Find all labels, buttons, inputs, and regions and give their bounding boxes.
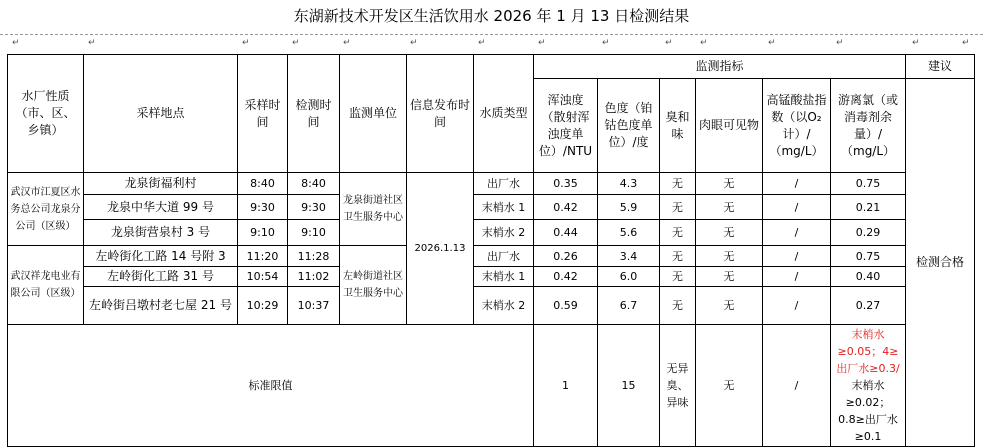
- header-turbidity: 浑浊度（散射浑浊度单位）/NTU: [534, 79, 598, 173]
- ruler-mark: ↵: [836, 38, 844, 48]
- ruler-mark: ↵: [602, 38, 610, 48]
- turbidity-cell: 0.26: [534, 246, 598, 267]
- water-type-cell: 末梢水 1: [474, 195, 534, 220]
- odor-cell: 无: [660, 195, 696, 220]
- standard-chlorine: [831, 325, 906, 447]
- water-type-cell: 末梢水 2: [474, 220, 534, 246]
- document-title: 东湖新技术开发区生活饮用水 2026 年 1 月 13 日检测结果: [293, 7, 690, 25]
- ruler-mark: ↵: [538, 38, 546, 48]
- test-time-cell: 8:40: [288, 173, 340, 195]
- color-cell: 6.7: [598, 287, 660, 325]
- header-publish-time: 信息发布时间: [407, 55, 474, 173]
- permanganate-cell: /: [763, 195, 831, 220]
- standard-turbidity: 1: [534, 325, 598, 447]
- table-row: [8, 267, 975, 287]
- test-time-cell: 9:30: [288, 195, 340, 220]
- ruler-mark: ↵: [410, 38, 418, 48]
- header-unit: 监测单位: [340, 55, 407, 173]
- header-chlorine: 游离氯（或消毒剂余量）/（mg/L）: [831, 79, 906, 173]
- header-test-time: 检测时间: [288, 55, 340, 173]
- permanganate-cell: /: [763, 246, 831, 267]
- odor-cell: 无: [660, 267, 696, 287]
- color-cell: 3.4: [598, 246, 660, 267]
- ruler-mark: ↵: [768, 38, 776, 48]
- chlorine-cell: 0.29: [831, 220, 906, 246]
- standard-odor: 无异臭、异味: [660, 325, 696, 447]
- color-cell: 5.9: [598, 195, 660, 220]
- unit-cell: 左岭街道社区卫生服务中心: [340, 246, 407, 325]
- plant-cell: 武汉祥龙电业有限公司（区级）: [8, 246, 84, 325]
- site-cell: 龙泉街福利村: [84, 173, 238, 195]
- header-indicators: 监测指标: [534, 55, 906, 79]
- site-cell: 龙泉街营泉村 3 号: [84, 220, 238, 246]
- table-row: [8, 220, 975, 246]
- color-cell: 5.6: [598, 220, 660, 246]
- visible-cell: 无: [696, 267, 763, 287]
- unit-cell: 龙泉街道社区卫生服务中心: [340, 173, 407, 246]
- header-color: 色度（铂钴色度单位）/度: [598, 79, 660, 173]
- header-sample-time: 采样时间: [238, 55, 288, 173]
- plant-cell: 武汉市江夏区水务总公司龙泉分公司（区级）: [8, 173, 84, 246]
- standard-row: [8, 325, 975, 447]
- ruler-mark: ↵: [242, 38, 250, 48]
- permanganate-cell: /: [763, 220, 831, 246]
- site-cell: 左岭街化工路 14 号附 3: [84, 246, 238, 267]
- test-time-cell: 9:10: [288, 220, 340, 246]
- ruler-mark: ↵: [962, 38, 970, 48]
- sample-time-cell: 11:20: [238, 246, 288, 267]
- standard-visible: 无: [696, 325, 763, 447]
- odor-cell: 无: [660, 220, 696, 246]
- test-time-cell: 10:37: [288, 287, 340, 325]
- permanganate-cell: /: [763, 267, 831, 287]
- color-cell: 4.3: [598, 173, 660, 195]
- site-cell: 龙泉中华大道 99 号: [84, 195, 238, 220]
- ruler-mark: ↵: [700, 38, 708, 48]
- results-table: [7, 54, 975, 447]
- turbidity-cell: 0.35: [534, 173, 598, 195]
- header-row-1: [8, 55, 975, 79]
- ruler-mark: ↵: [88, 38, 96, 48]
- standard-color: 15: [598, 325, 660, 447]
- turbidity-cell: 0.44: [534, 220, 598, 246]
- standard-chlorine-black: 末梢水≥0.02；0.8≥出厂水≥0.1: [838, 379, 898, 443]
- site-cell: 左岭街化工路 31 号: [84, 267, 238, 287]
- header-visible: 肉眼可见物: [696, 79, 763, 173]
- table-row: [8, 287, 975, 325]
- ruler-mark: ↵: [665, 38, 673, 48]
- sample-time-cell: 9:30: [238, 195, 288, 220]
- standard-label: 标准限值: [8, 325, 534, 447]
- turbidity-cell: 0.59: [534, 287, 598, 325]
- standard-chlorine-red: 末梢水≥0.05；4≥出厂水≥0.3/: [836, 328, 900, 375]
- ruler-mark: ↵: [912, 38, 920, 48]
- sample-time-cell: 10:54: [238, 267, 288, 287]
- header-plant: 水厂性质（市、区、乡镇）: [8, 55, 84, 173]
- turbidity-cell: 0.42: [534, 267, 598, 287]
- water-type-cell: 末梢水 2: [474, 287, 534, 325]
- ruler-mark: ↵: [292, 38, 300, 48]
- visible-cell: 无: [696, 173, 763, 195]
- visible-cell: 无: [696, 195, 763, 220]
- advice-cell: 检测合格: [906, 79, 975, 447]
- visible-cell: 无: [696, 220, 763, 246]
- odor-cell: 无: [660, 246, 696, 267]
- chlorine-cell: 0.21: [831, 195, 906, 220]
- sample-time-cell: 8:40: [238, 173, 288, 195]
- chlorine-cell: 0.40: [831, 267, 906, 287]
- table-row: [8, 246, 975, 267]
- water-type-cell: 出厂水: [474, 173, 534, 195]
- water-type-cell: 出厂水: [474, 246, 534, 267]
- standard-permanganate: /: [763, 325, 831, 447]
- sample-time-cell: 10:29: [238, 287, 288, 325]
- publish-date-cell: 2026.1.13: [407, 173, 474, 325]
- header-site: 采样地点: [84, 55, 238, 173]
- table-ruler: [0, 34, 983, 53]
- ruler-mark: ↵: [343, 38, 351, 48]
- header-odor: 臭和味: [660, 79, 696, 173]
- color-cell: 6.0: [598, 267, 660, 287]
- chlorine-cell: 0.75: [831, 173, 906, 195]
- permanganate-cell: /: [763, 173, 831, 195]
- header-water-type: 水质类型: [474, 55, 534, 173]
- ruler-mark: ↵: [478, 38, 486, 48]
- water-type-cell: 末梢水 1: [474, 267, 534, 287]
- header-permanganate: 高锰酸盐指数（以O₂计）/（mg/L）: [763, 79, 831, 173]
- table-row: [8, 173, 975, 195]
- odor-cell: 无: [660, 173, 696, 195]
- header-advice: 建议: [906, 55, 975, 79]
- visible-cell: 无: [696, 246, 763, 267]
- permanganate-cell: /: [763, 287, 831, 325]
- site-cell: 左岭街吕墩村老七屋 21 号: [84, 287, 238, 325]
- chlorine-cell: 0.27: [831, 287, 906, 325]
- visible-cell: 无: [696, 287, 763, 325]
- table-row: [8, 195, 975, 220]
- test-time-cell: 11:02: [288, 267, 340, 287]
- odor-cell: 无: [660, 287, 696, 325]
- test-time-cell: 11:28: [288, 246, 340, 267]
- chlorine-cell: 0.75: [831, 246, 906, 267]
- turbidity-cell: 0.42: [534, 195, 598, 220]
- ruler-mark: ↵: [12, 38, 20, 48]
- sample-time-cell: 9:10: [238, 220, 288, 246]
